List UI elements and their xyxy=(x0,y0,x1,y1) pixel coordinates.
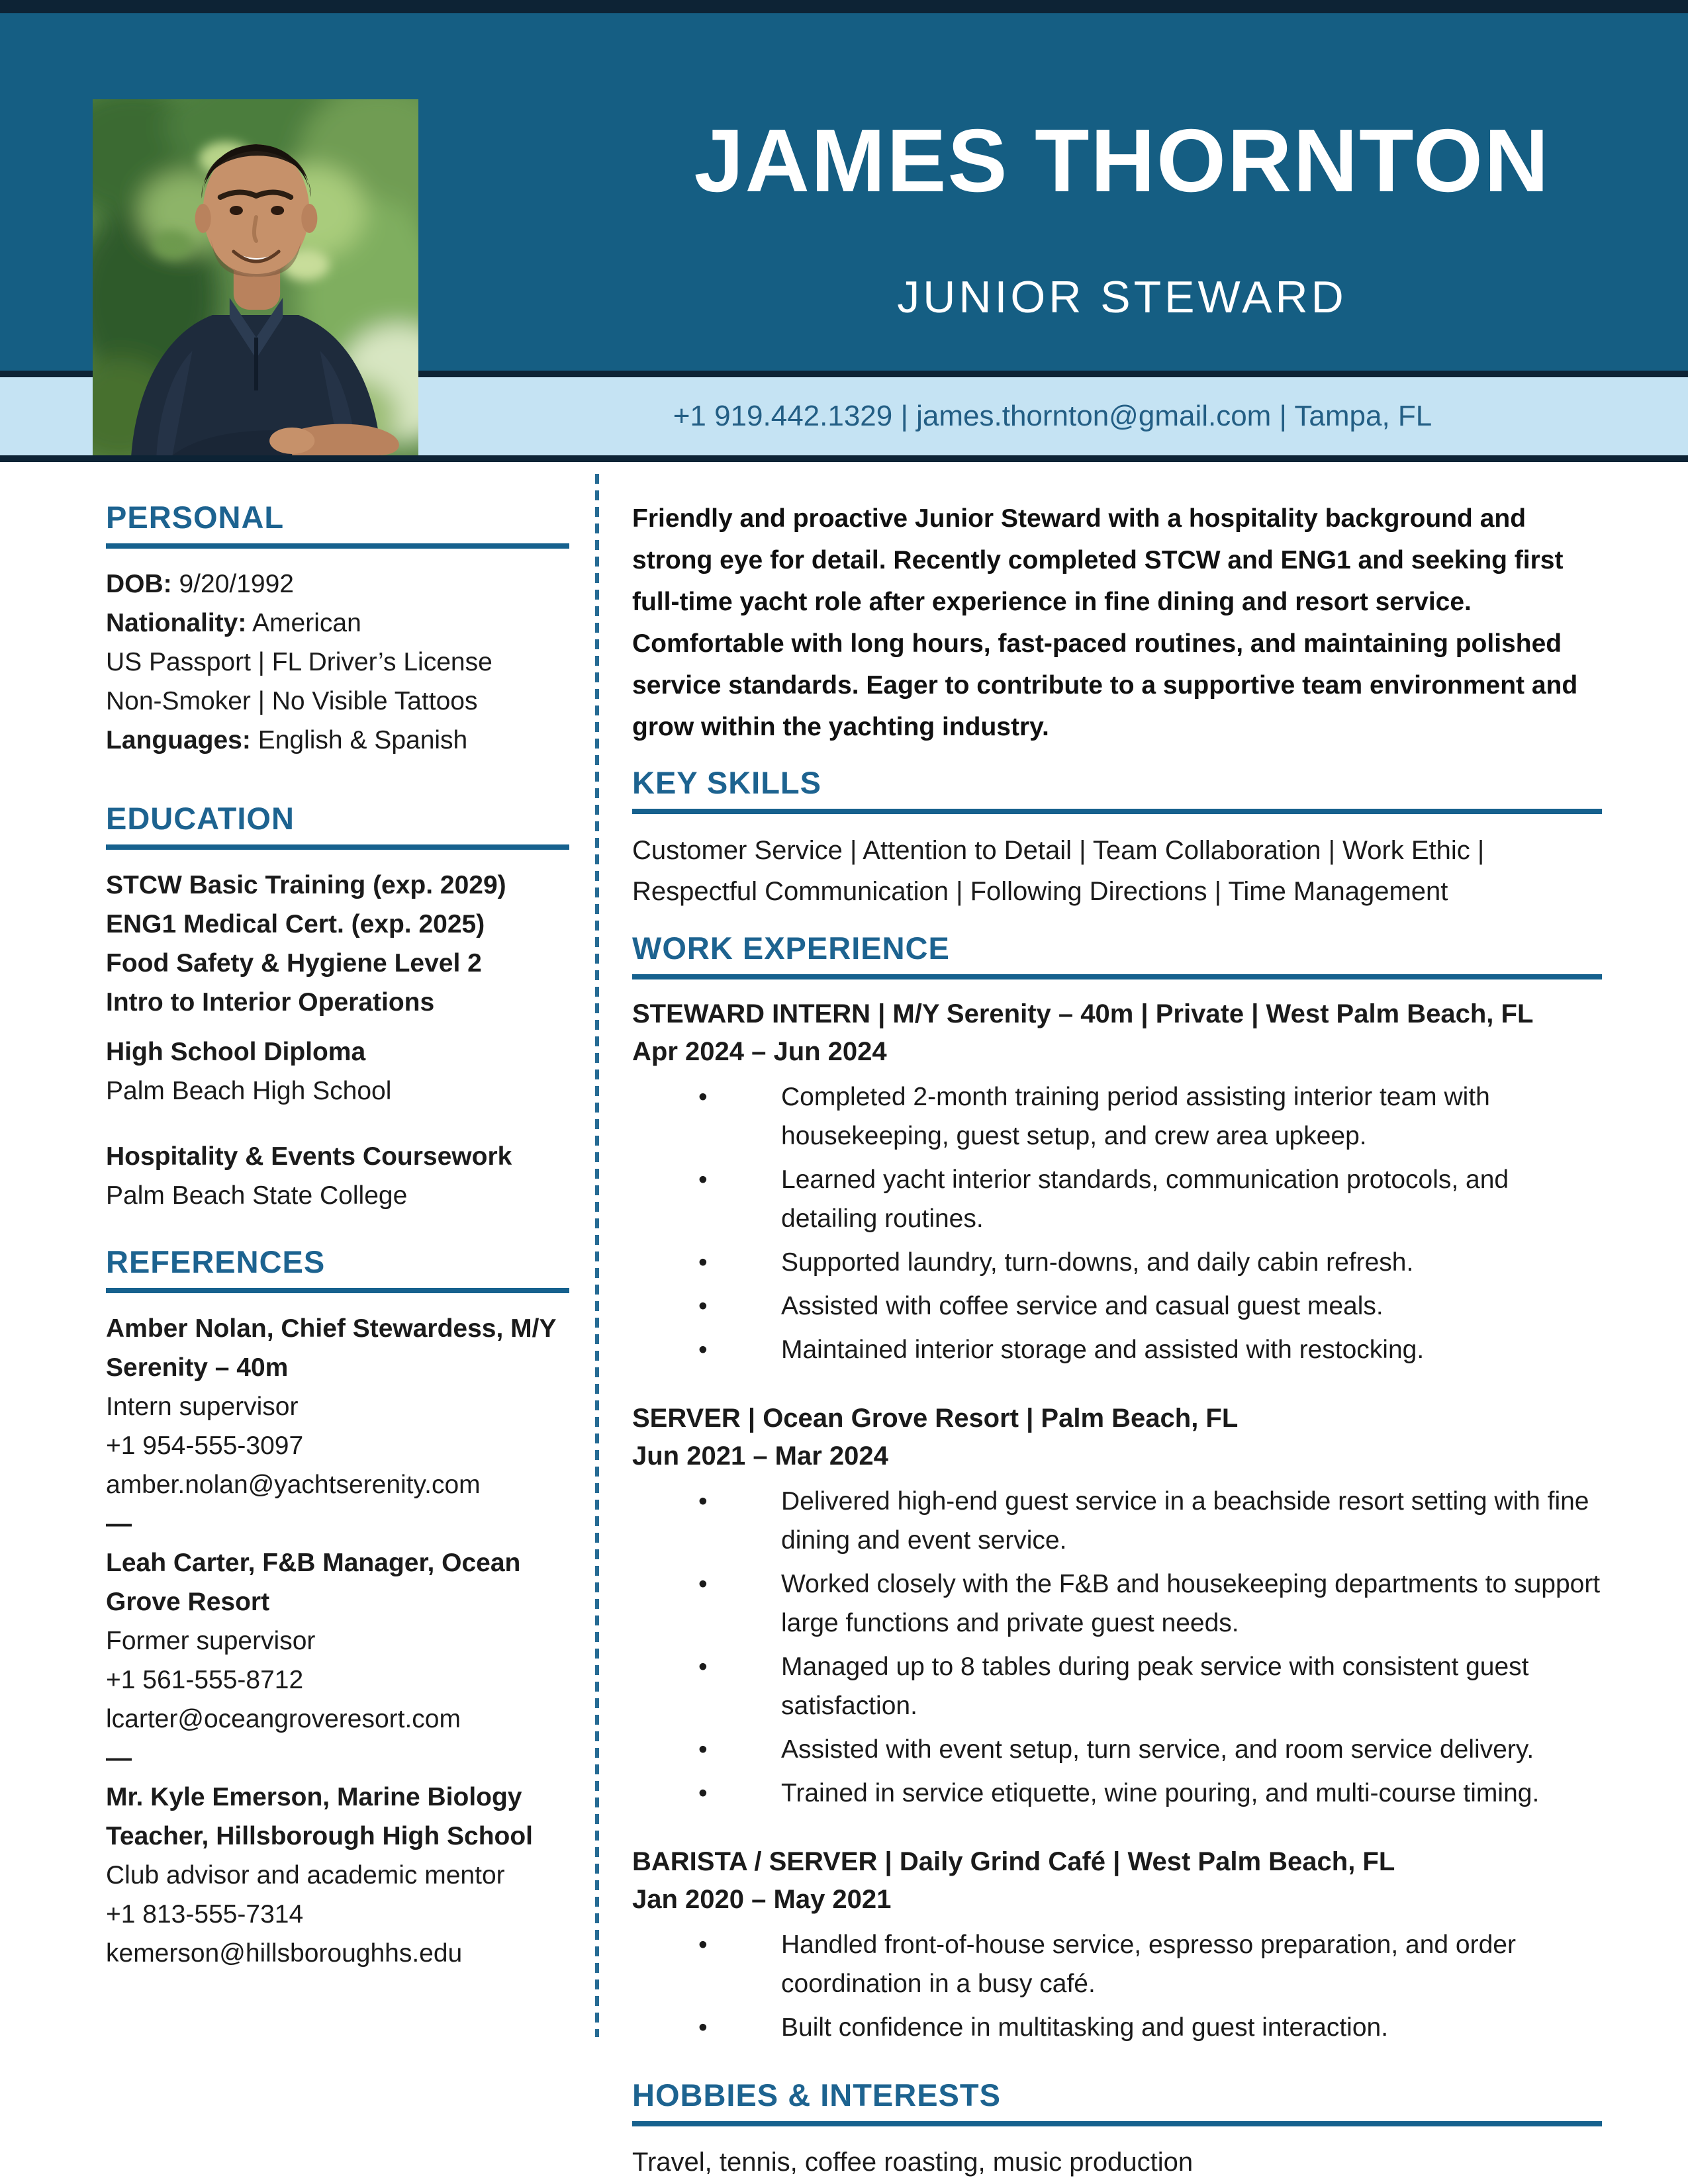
hobbies-heading: HOBBIES & INTERESTS xyxy=(632,2077,1001,2113)
job-bullet: • Handled front-of-house service, espresso preparation, and order coordination in a busy café. xyxy=(632,1925,1602,2003)
key-skills-text: Customer Service | Attention to Detail | Team Collaboration | Work Ethic | Respectful Communication | Following Directions | Time Management xyxy=(632,836,1485,906)
reference-entry xyxy=(106,1778,569,1973)
references-heading-rule xyxy=(106,1288,569,1293)
job-bullet: • Assisted with coffee service and casual guest meals. xyxy=(632,1287,1602,1326)
personal-row xyxy=(106,721,569,760)
education-cert: STCW Basic Training (exp. 2029) xyxy=(106,871,506,899)
spacer xyxy=(106,1111,569,1137)
personal-heading: PERSONAL xyxy=(106,500,285,535)
references-heading: REFERENCES xyxy=(106,1244,326,1279)
reference-role: Club advisor and academic mentor xyxy=(106,1861,505,1889)
degree-title-text: High School Diploma xyxy=(106,1038,366,1066)
summary-paragraph: Friendly and proactive Junior Steward with a hospitality background and strong eye for detail. Recently completed STCW and ENG1 and seeking first full-time yacht role after experience in fine dining and resort service. Comfortable with long hours, fast-paced routines, and maintaining polished service standards. Eager to contribute to a supportive team environment and grow within the yachting industry. xyxy=(632,504,1578,741)
personal-row xyxy=(106,682,569,721)
job-bullet: • Worked closely with the F&B and housekeeping departments to support large functions and private guest needs. xyxy=(632,1565,1602,1643)
job-bullet: • Managed up to 8 tables during peak service with consistent guest satisfaction. xyxy=(632,1647,1602,1725)
reference-role: Intern supervisor xyxy=(106,1392,299,1421)
personal-row xyxy=(106,565,569,604)
job-bullet: • Delivered high-end guest service in a beachside resort setting with fine dining and event service. xyxy=(632,1482,1602,1560)
education-heading-rule xyxy=(106,844,569,850)
work-experience-heading: WORK EXPERIENCE xyxy=(632,931,950,966)
reference-phone: +1 954-555-3097 xyxy=(106,1432,304,1460)
personal-row-value: 9/20/1992 xyxy=(171,570,294,598)
personal-row-label: Languages: xyxy=(106,726,251,754)
reference-separator: — xyxy=(106,1744,132,1772)
name-title: JAMES THORNTON xyxy=(694,111,1550,210)
education-cert: ENG1 Medical Cert. (exp. 2025) xyxy=(106,910,485,938)
personal-heading-rule xyxy=(106,543,569,549)
education-cert: Food Safety & Hygiene Level 2 xyxy=(106,949,482,978)
reference-phone: +1 813-555-7314 xyxy=(106,1900,304,1929)
job-title: BARISTA / SERVER | Daily Grind Café | West Palm Beach, FL xyxy=(632,1847,1395,1876)
hobbies-text: Travel, tennis, coffee roasting, music production xyxy=(632,2148,1194,2177)
personal-row-label: DOB: xyxy=(106,570,172,598)
job-dates: Apr 2024 – Jun 2024 xyxy=(632,1037,887,1066)
job-bullet-list xyxy=(632,1077,1602,1369)
education-cert-line xyxy=(106,983,569,1022)
job-entry xyxy=(632,995,1602,1369)
education-cert: Intro to Interior Operations xyxy=(106,988,435,1017)
reference-role: Former supervisor xyxy=(106,1627,316,1655)
education-coursework-school: Palm Beach State College xyxy=(106,1181,408,1210)
column-divider-dashed-line xyxy=(595,474,599,2037)
section-work-experience xyxy=(632,931,1602,2047)
personal-row-value: US Passport | FL Driver’s License xyxy=(106,648,492,676)
education-cert-line xyxy=(106,905,569,944)
reference-email: amber.nolan@yachtserenity.com xyxy=(106,1471,481,1499)
job-bullet: • Learned yacht interior standards, communication protocols, and detailing routines. xyxy=(632,1160,1602,1238)
portrait-photo xyxy=(93,99,418,455)
work-experience-heading-rule xyxy=(632,974,1602,979)
key-skills-heading: KEY SKILLS xyxy=(632,765,821,800)
section-hobbies xyxy=(632,2077,1602,2182)
right-column xyxy=(632,498,1602,2182)
reference-name xyxy=(106,1778,569,1856)
contact-line: +1 919.442.1329 | james.thornton@gmail.com | Tampa, FL xyxy=(673,400,1432,432)
job-bullet: • Maintained interior storage and assisted with restocking. xyxy=(632,1330,1602,1369)
reference-entry xyxy=(106,1309,569,1504)
job-dates: Jun 2021 – Mar 2024 xyxy=(632,1441,888,1471)
key-skills-heading-rule xyxy=(632,809,1602,814)
personal-row xyxy=(106,604,569,643)
job-bullet: • Trained in service etiquette, wine pouring, and multi-course timing. xyxy=(632,1774,1602,1813)
reference-name xyxy=(106,1309,569,1387)
job-bullet: • Built confidence in multitasking and guest interaction. xyxy=(632,2008,1602,2047)
section-key-skills xyxy=(632,765,1602,912)
spacer xyxy=(106,1022,569,1032)
reference-email: kemerson@hillsboroughhs.edu xyxy=(106,1939,463,1968)
job-dates: Jan 2020 – May 2021 xyxy=(632,1885,892,1914)
personal-row-value: English & Spanish xyxy=(250,726,468,754)
reference-name-text: Mr. Kyle Emerson, Marine Biology Teacher, Hillsborough High School xyxy=(106,1783,534,1850)
section-education xyxy=(106,801,569,1215)
portrait-photo-illustration xyxy=(93,99,418,455)
reference-entry xyxy=(106,1543,569,1739)
job-bullet: • Assisted with event setup, turn service, and room service delivery. xyxy=(632,1730,1602,1769)
education-heading: EDUCATION xyxy=(106,801,295,836)
personal-row xyxy=(106,643,569,682)
education-degree-school: Palm Beach High School xyxy=(106,1077,392,1105)
contact-inner xyxy=(417,377,1688,455)
reference-separator: — xyxy=(106,1510,132,1538)
education-cert-line xyxy=(106,866,569,905)
personal-row-value: Non-Smoker | No Visible Tattoos xyxy=(106,687,478,715)
job-entry xyxy=(632,1400,1602,1813)
reference-name xyxy=(106,1543,569,1621)
personal-row-value: American xyxy=(246,609,361,637)
education-cert-line xyxy=(106,944,569,983)
job-bullet-list xyxy=(632,1482,1602,1813)
section-personal xyxy=(106,500,569,760)
header-text-block xyxy=(417,13,1688,371)
top-border xyxy=(0,0,1688,13)
section-references xyxy=(106,1244,569,1973)
reference-phone: +1 561-555-8712 xyxy=(106,1666,304,1694)
job-bullet: • Supported laundry, turn-downs, and daily cabin refresh. xyxy=(632,1243,1602,1282)
personal-row-label: Nationality: xyxy=(106,609,247,637)
job-entry xyxy=(632,1843,1602,2047)
reference-name-text: Leah Carter, F&B Manager, Ocean Grove Resort xyxy=(106,1549,521,1616)
education-coursework-title xyxy=(106,1137,569,1176)
hobbies-heading-rule xyxy=(632,2121,1602,2126)
left-column xyxy=(106,500,569,1973)
reference-email: lcarter@oceangroveresort.com xyxy=(106,1705,461,1733)
job-title: SERVER | Ocean Grove Resort | Palm Beach, FL xyxy=(632,1404,1239,1433)
job-title-subtitle: JUNIOR STEWARD xyxy=(897,272,1347,322)
education-degree-title xyxy=(106,1032,569,1071)
reference-name-text: Amber Nolan, Chief Stewardess, M/Y Serenity – 40m xyxy=(106,1314,556,1382)
coursework-title-text: Hospitality & Events Coursework xyxy=(106,1142,512,1171)
job-bullet-list xyxy=(632,1925,1602,2047)
contact-bar-bottom-line xyxy=(0,455,1688,462)
job-bullet: • Completed 2-month training period assisting interior team with housekeeping, guest setup, and crew area upkeep. xyxy=(632,1077,1602,1156)
job-title: STEWARD INTERN | M/Y Serenity – 40m | Private | West Palm Beach, FL xyxy=(632,999,1534,1028)
